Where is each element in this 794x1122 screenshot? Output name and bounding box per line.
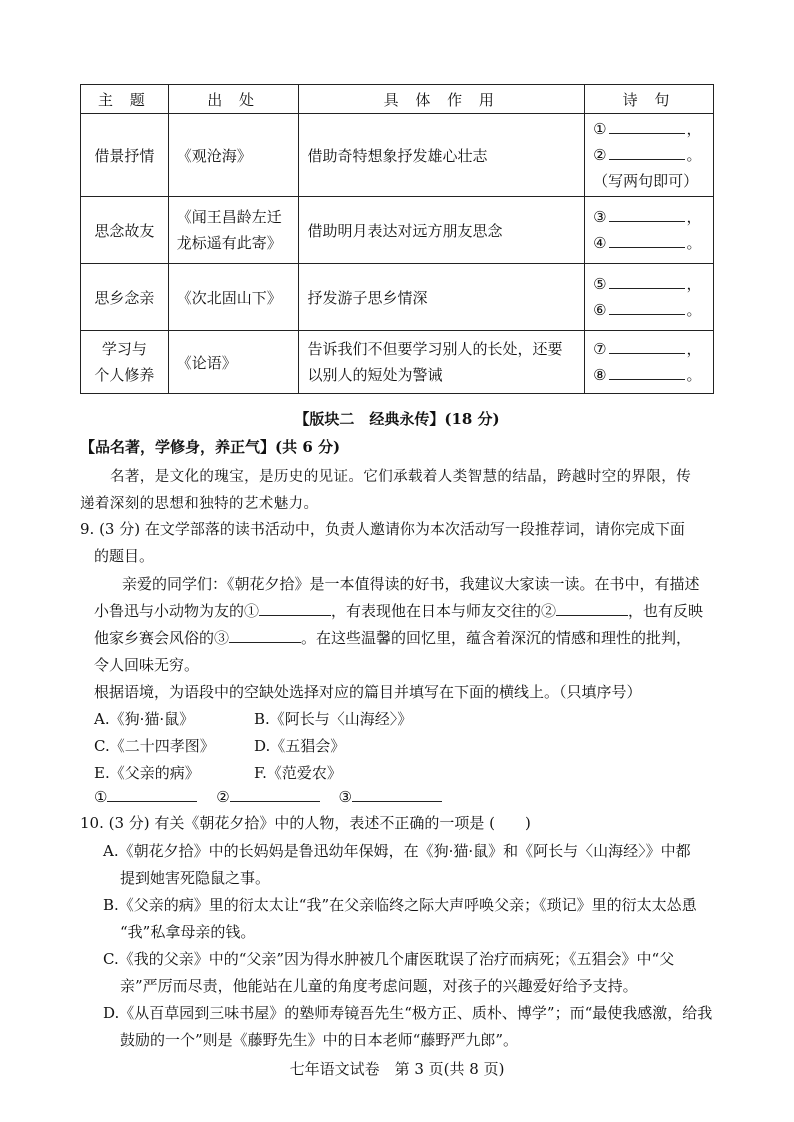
q10-option-c-cont: 亲”严厉而尽责，他能站在儿童的角度考虑问题，对孩子的兴趣爱好给予支持。: [120, 977, 638, 995]
header-theme: 主 题: [81, 85, 169, 114]
verse-blank[interactable]: [609, 299, 685, 315]
q9-blank-3[interactable]: [229, 628, 301, 643]
intro-line: 名著，是文化的瑰宝，是历史的见证。它们承载着人类智慧的结晶，跨越时空的界限，传: [110, 469, 692, 485]
q10-option-b-cont: “我”私拿母亲的钱。: [120, 923, 256, 941]
q9-blank-2[interactable]: [556, 601, 628, 616]
q9-passage-text: ，也有反映: [628, 602, 704, 620]
q9-stem-line: 9. (3 分) 在文学部落的读书活动中，负责人邀请你为本次活动写一段推荐词，请你完成下面: [80, 520, 685, 538]
row-role-line: 以别人的短处为警诫: [307, 366, 443, 384]
q10-option-b: B.《父亲的病》里的衍太太让“我”在父亲临终之际大声呼唤父亲；《琐记》里的衍太太怂恿: [103, 896, 697, 914]
q9-option: B.《阿长与〈山海经〉》: [254, 710, 413, 728]
page-footer: 七年语文试卷 第 3 页(共 8 页): [289, 1060, 505, 1078]
verse-label: ⑧: [593, 366, 607, 384]
q10-option-d: D.《从百草园到三味书屋》的塾师寿镜吾先生“极方正、质朴、博学”；而“最使我感激，给我: [103, 1004, 713, 1022]
verse-blank[interactable]: [609, 206, 685, 222]
section-title: 【版块二 经典永传】(18 分): [294, 410, 500, 428]
q9-passage-text: 他家乡赛会风俗的③: [94, 629, 230, 647]
verse-punct: ，: [686, 340, 702, 358]
q9-answer-blank[interactable]: [107, 787, 197, 802]
verse-blank[interactable]: [609, 364, 685, 380]
row-role: 借助奇特想象抒发雄心壮志: [299, 114, 585, 197]
row-theme-line: 学习与: [101, 340, 147, 358]
q10-stem: 10. (3 分) 有关《朝花夕拾》中的人物，表述不正确的一项是 ( ): [80, 814, 531, 832]
q9-blank-1[interactable]: [259, 601, 331, 616]
table-row: [81, 197, 714, 264]
verse-label: ①: [593, 120, 607, 138]
subsection-title: 【品名著，学修身，养正气】(共 6 分): [80, 438, 341, 456]
verse-label: ⑤: [593, 275, 607, 293]
header-role: 具 体 作 用: [299, 85, 585, 114]
row-theme-line: 个人修养: [94, 366, 155, 384]
q9-answer-label: ②: [216, 788, 230, 806]
header-verse: 诗 句: [585, 85, 714, 114]
row-source: [168, 197, 299, 264]
q9-option: E.《父亲的病》: [94, 764, 200, 782]
verse-blank[interactable]: [609, 273, 685, 289]
q10-option-a: A.《朝花夕拾》中的长妈妈是鲁迅幼年保姆，在《狗·猫·鼠》和《阿长与〈山海经〉》中都: [103, 842, 691, 860]
row-role: [299, 331, 585, 394]
verse-label: ③: [593, 208, 607, 226]
q9-option: F.《范爱农》: [254, 764, 342, 782]
q9-passage-line: 令人回味无穷。: [94, 656, 200, 674]
verse-blank[interactable]: [609, 232, 685, 248]
row-role: 抒发游子思乡情深: [299, 264, 585, 331]
table-row: [81, 331, 714, 394]
row-theme: 借景抒情: [81, 114, 169, 197]
table-row: [81, 264, 714, 331]
q9-answer-blank[interactable]: [230, 787, 320, 802]
row-theme: 思念故友: [81, 197, 169, 264]
row-source-line: 龙标遥有此寄》: [176, 234, 282, 252]
q9-answer-row: [94, 787, 442, 806]
row-theme: [81, 331, 169, 394]
row-source-line: 《闻王昌龄左迁: [176, 208, 282, 226]
poetry-table: [80, 84, 714, 394]
row-role-line: 告诉我们不但要学习别人的长处，还要: [307, 340, 563, 358]
verse-punct: 。: [686, 234, 702, 252]
q9-option: A.《狗·猫·鼠》: [94, 710, 195, 728]
row-source: 《论语》: [168, 331, 299, 394]
row-role: 借助明月表达对远方朋友思念: [299, 197, 585, 264]
q9-passage-line: [94, 627, 691, 648]
verse-label: ⑦: [593, 340, 607, 358]
verse-punct: ，: [686, 120, 702, 138]
verse-note: （写两句即可）: [593, 172, 699, 190]
verse-label: ④: [593, 234, 607, 252]
verse-punct: 。: [686, 301, 702, 319]
intro-line: 递着深刻的思想和独特的艺术魅力。: [80, 496, 319, 512]
header-source: 出 处: [168, 85, 299, 114]
q9-instruction: 根据语境，为语段中的空缺处选择对应的篇目并填写在下面的横线上。（只填序号）: [94, 683, 642, 701]
row-verses: [585, 264, 714, 331]
q9-passage-text: 小鲁迅与小动物为友的①: [94, 602, 260, 620]
q9-passage-text: ，有表现他在日本与师友交往的②: [331, 602, 557, 620]
q9-passage-line: [94, 600, 703, 621]
q9-option: D.《五猖会》: [254, 737, 346, 755]
verse-label: ⑥: [593, 301, 607, 319]
q10-option-c: C.《我的父亲》中的“父亲”因为得水肿被几个庸医耽误了治疗而病死；《五猖会》中“父: [103, 950, 675, 968]
q9-answer-blank[interactable]: [352, 787, 442, 802]
q9-answer-label: ①: [94, 788, 108, 806]
verse-punct: 。: [686, 146, 702, 164]
row-theme: 思乡念亲: [81, 264, 169, 331]
verse-punct: ，: [686, 208, 702, 226]
q9-passage-text: 。在这些温馨的回忆里，蕴含着深沉的情感和理性的批判，: [301, 629, 692, 647]
verse-punct: ，: [686, 275, 702, 293]
row-verses: [585, 197, 714, 264]
q9-passage-line: 亲爱的同学们：《朝花夕拾》是一本值得读的好书，我建议大家读一读。在书中，有描述: [122, 575, 700, 593]
table-header-row: [81, 85, 714, 114]
row-verses: [585, 114, 714, 197]
q10-option-a-cont: 提到她害死隐鼠之事。: [120, 869, 271, 887]
row-source: 《次北固山下》: [168, 264, 299, 331]
verse-blank[interactable]: [609, 118, 685, 134]
row-source: 《观沧海》: [168, 114, 299, 197]
q9-stem-line: 的题目。: [94, 547, 155, 565]
table-row: [81, 114, 714, 197]
verse-punct: 。: [686, 366, 702, 384]
q9-option: C.《二十四孝图》: [94, 737, 215, 755]
verse-blank[interactable]: [609, 338, 685, 354]
verse-blank[interactable]: [609, 144, 685, 160]
q10-option-d-cont: 鼓励的一个”则是《藤野先生》中的日本老师“藤野严九郎”。: [120, 1031, 519, 1049]
row-verses: [585, 331, 714, 394]
q9-answer-label: ③: [338, 788, 352, 806]
verse-label: ②: [593, 146, 607, 164]
